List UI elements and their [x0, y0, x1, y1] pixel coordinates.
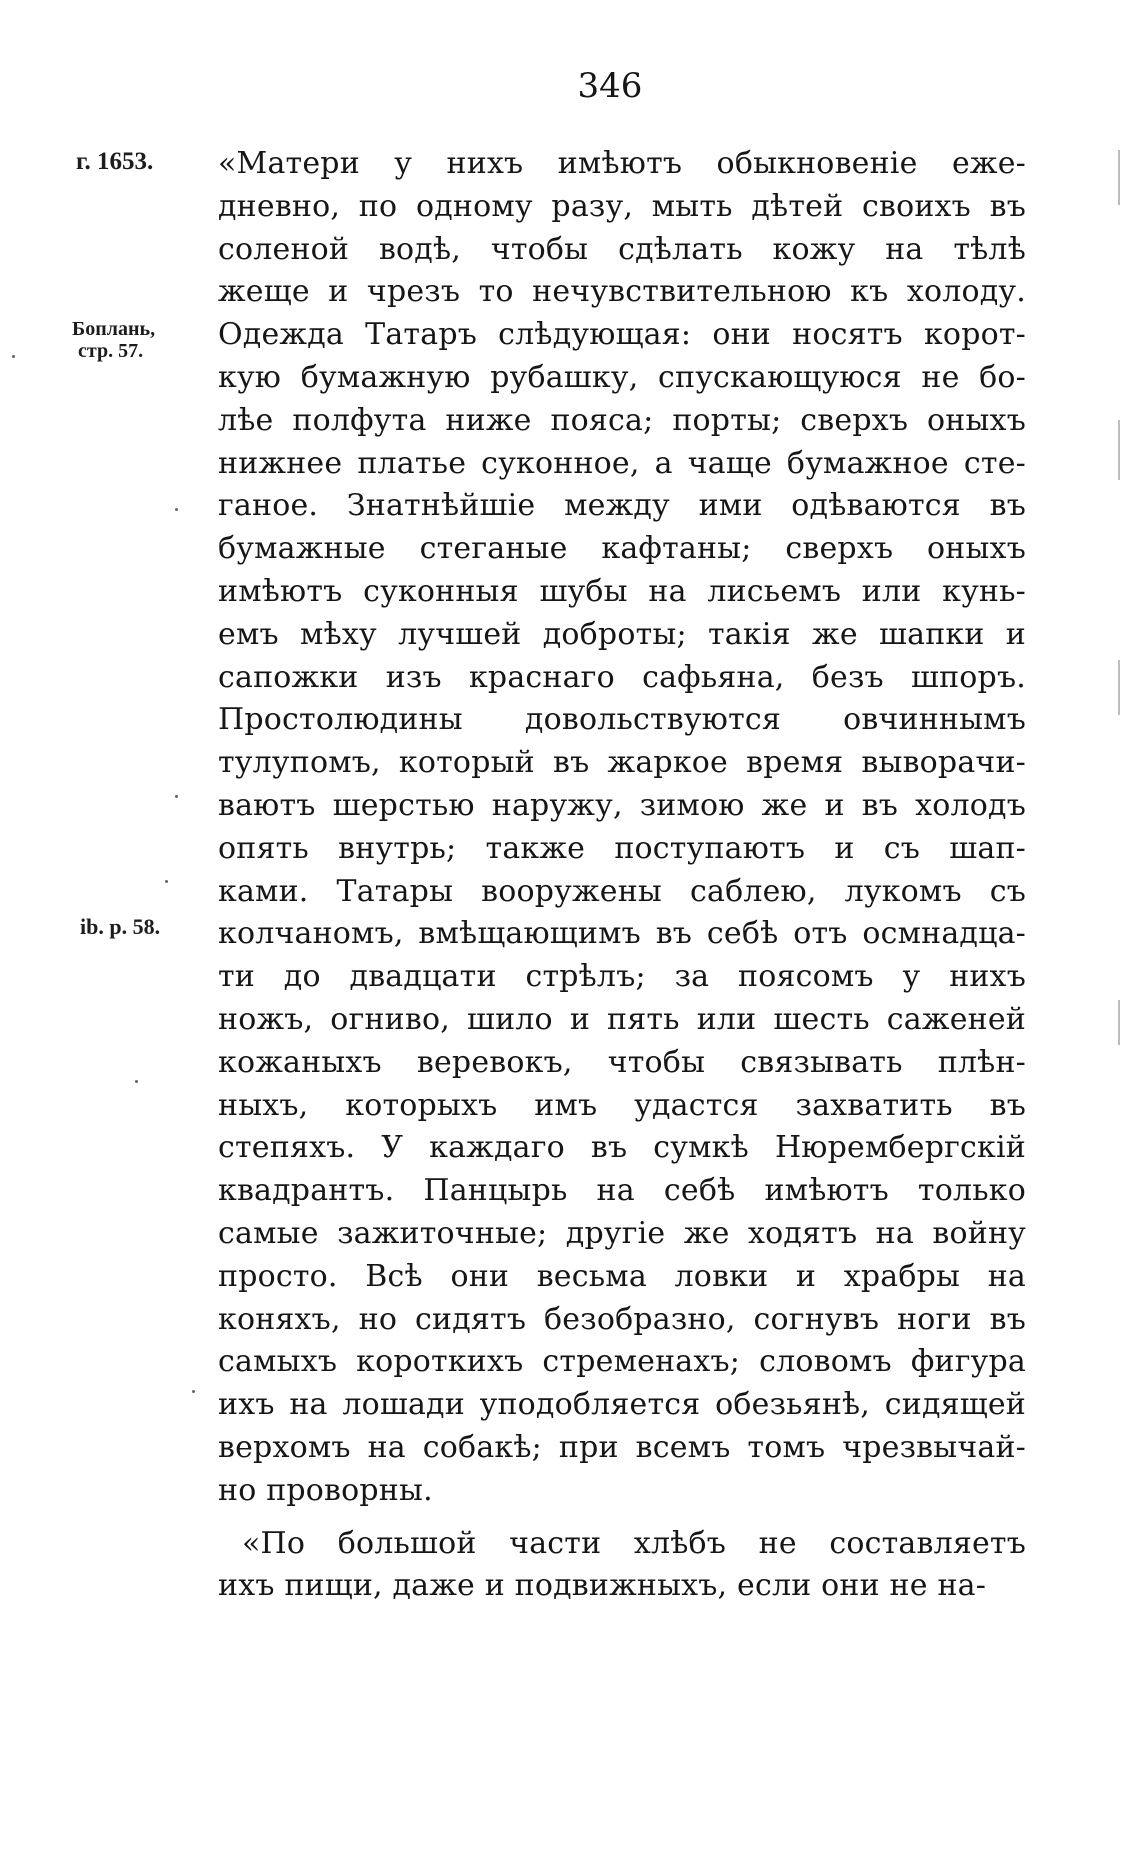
scan-edge-mark — [1118, 150, 1120, 205]
text-line: ихъ на лошади уподобляется обезьянѣ, сидящей — [218, 1387, 1026, 1423]
text-line: сапожки изъ краснаго сафьяна, безъ шпоръ. — [218, 659, 1026, 695]
text-line: степяхъ. У каждаго въ сумкѣ Нюрембергскій — [218, 1130, 1026, 1166]
text-line: самые зажиточные; другіе же ходятъ на войну — [218, 1215, 1026, 1251]
text-line: лѣе полфута ниже пояса; порты; сверхъ оныхъ — [218, 402, 1026, 438]
text-line: коняхъ, но сидятъ безобразно, согнувъ ноги въ — [218, 1301, 1026, 1337]
text-line: емъ мѣху лучшей доброты; такія же шапки и — [218, 616, 1026, 652]
scan-speck — [135, 1080, 138, 1083]
margin-note-beauplan — [72, 318, 155, 362]
text-line: просто. Всѣ они весьма ловки и храбры на — [218, 1258, 1026, 1294]
text-line: дневно, по одному разу, мыть дѣтей своихъ въ — [218, 188, 1026, 224]
scan-speck — [192, 1390, 195, 1393]
text-line: тулупомъ, который въ жаркое время выворачи- — [218, 745, 1026, 781]
margin-note-beauplan-page: стр. 57. — [78, 340, 144, 362]
text-line: Одежда Татаръ слѣдующая: они носятъ корот- — [218, 317, 1026, 353]
text-line: «По большой части хлѣбъ не составляетъ — [242, 1525, 1026, 1561]
text-line: ками. Татары вооружены саблею, лукомъ съ — [218, 873, 1026, 909]
text-line: самыхъ короткихъ стременахъ; словомъ фигура — [218, 1344, 1026, 1380]
text-line: ваютъ шерстью наружу, зимою же и въ холодъ — [218, 787, 1026, 823]
page-number: 346 — [577, 66, 643, 106]
paragraph-2 — [218, 1523, 1026, 1609]
scan-edge-mark — [1118, 420, 1120, 480]
body-text — [218, 143, 1026, 1608]
text-line: ножъ, огниво, шило и пять или шесть саженей — [218, 1001, 1026, 1037]
text-line: ганое. Знатнѣйшіе между ими одѣваются въ — [218, 488, 1026, 524]
text-line: кожаныхъ веревокъ, чтобы связывать плѣн- — [218, 1044, 1026, 1080]
paragraph-1 — [218, 143, 1026, 1513]
text-line: соленой водѣ, чтобы сдѣлать кожу на тѣлѣ — [218, 231, 1026, 267]
scan-speck — [175, 508, 178, 511]
scan-edge-mark — [1118, 1000, 1120, 1045]
scan-speck — [165, 880, 168, 883]
text-line: кую бумажную рубашку, спускающуюся не бо- — [218, 359, 1026, 395]
text-line: нижнее платье суконное, а чаще бумажное сте- — [218, 445, 1026, 481]
text-line: но проворны. — [218, 1472, 433, 1508]
margin-note-beauplan-name: Боплань, — [72, 318, 156, 340]
text-line: Простолюдины довольствуются овчиннымъ — [218, 702, 1026, 738]
text-line: жеще и чрезъ то нечувствительною къ холоду. — [218, 274, 1026, 310]
margin-note-ibid: ib. p. 58. — [80, 914, 161, 939]
text-line: квадрантъ. Панцырь на себѣ имѣютъ только — [218, 1173, 1026, 1209]
text-line: опять внутрь; также поступаютъ и съ шап- — [218, 830, 1026, 866]
margin-note-year: г. 1653. — [76, 148, 154, 175]
text-line: бумажные стеганые кафтаны; сверхъ оныхъ — [218, 531, 1026, 567]
scan-speck — [175, 795, 178, 798]
text-line: «Матери у нихъ имѣютъ обыкновеніе еже- — [218, 146, 1026, 181]
text-line: ихъ пищи, даже и подвижныхъ, если они не на- — [218, 1568, 987, 1604]
scan-edge-mark — [1118, 660, 1120, 715]
text-line: верхомъ на собакѣ; при всемъ томъ чрезвычай- — [218, 1429, 1026, 1465]
text-line: ти до двадцати стрѣлъ; за поясомъ у нихъ — [218, 959, 1026, 995]
text-line: ныхъ, которыхъ имъ удастся захватить въ — [218, 1087, 1026, 1123]
scan-speck — [12, 355, 15, 358]
text-line: имѣютъ суконныя шубы на лисьемъ или кунь- — [218, 573, 1026, 609]
text-line: колчаномъ, вмѣщающимъ въ себѣ отъ осмнадца- — [218, 916, 1026, 952]
